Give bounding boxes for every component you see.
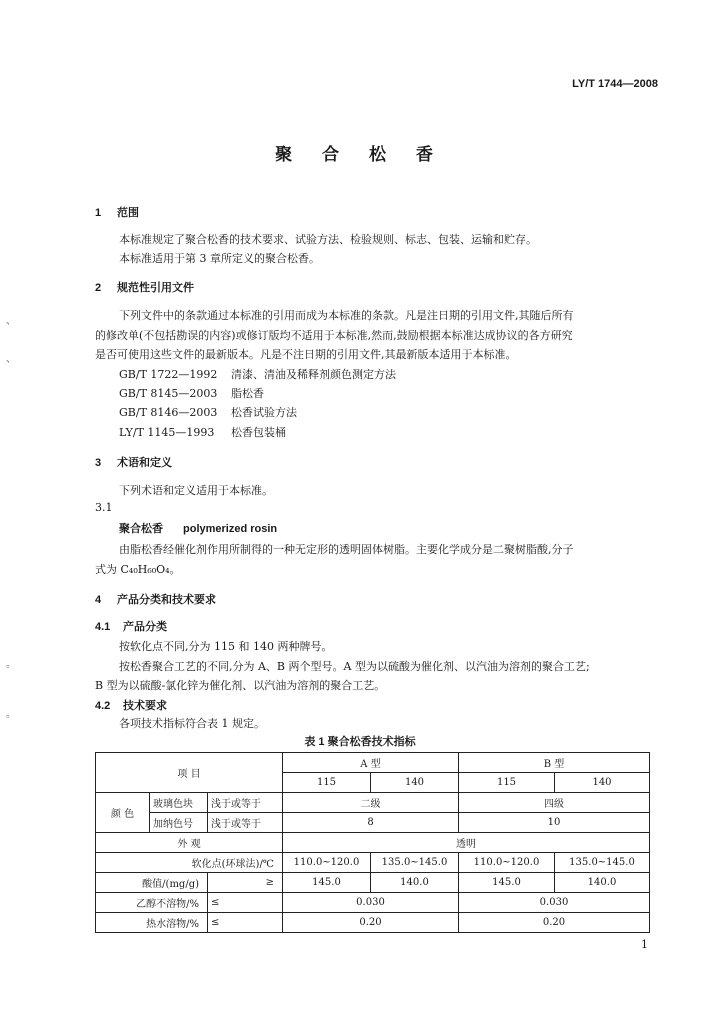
reference-name: 松香试验方法 [231, 406, 297, 419]
row-label: 外 观 [96, 833, 283, 853]
row-label: 加纳色号 [150, 813, 208, 833]
reference-code: LY/T 1145—1993 [119, 426, 215, 439]
table-row [96, 833, 650, 853]
section-2-para-2: 的修改单(不包括勘误的内容)或修订版均不适用于本标准,然而,鼓励根据本标准达成协议的各方研究 [95, 329, 573, 342]
reference-item [119, 404, 297, 420]
grade-cell: 115 [283, 773, 371, 793]
term-definition-2: 式为 C₄₀H₆₀O₄。 [95, 563, 181, 576]
section-2-para-1: 下列文件中的条款通过本标准的引用而成为本标准的条款。凡是注日期的引用文件,其随后所有 [119, 309, 574, 322]
section-4-2-number: 4.2 [95, 700, 111, 712]
row-label: 软化点(环球法)/℃ [96, 853, 283, 873]
reference-name: 松香包装桶 [231, 426, 286, 439]
value-cell: 135.0~145.0 [555, 853, 650, 873]
section-1-number: 1 [95, 207, 102, 219]
reference-name: 清漆、清油及稀释剂颜色测定方法 [231, 368, 396, 381]
section-4-2-heading [95, 697, 167, 713]
reference-code: GB/T 8145—2003 [119, 387, 218, 400]
value-cell: 10 [459, 813, 650, 833]
section-4-1-para-3: B 型为以硫酸-氯化锌为催化剂、以汽油为溶剂的聚合工艺。 [95, 679, 386, 692]
value-cell: 0.030 [459, 893, 650, 913]
standard-number: LY/T 1744—2008 [572, 78, 658, 90]
section-1-line-2: 本标准适用于第 3 章所定义的聚合松香。 [119, 252, 320, 265]
value-cell: 110.0~120.0 [459, 853, 555, 873]
value-cell: 140.0 [555, 873, 650, 893]
section-2-heading [95, 279, 194, 295]
margin-mark: 、 [6, 316, 16, 327]
section-1-line-1: 本标准规定了聚合松香的技术要求、试验方法、检验规则、标志、包装、运输和贮存。 [119, 233, 537, 246]
table-caption: 表 1 聚合松香技术指标 [304, 736, 416, 748]
row-label: 酸值/(mg/g) [96, 873, 208, 893]
section-1-heading [95, 204, 139, 220]
value-cell: 110.0~120.0 [283, 853, 371, 873]
row-label: 乙醇不溶物/% [96, 893, 208, 913]
section-4-1-heading [95, 618, 167, 634]
section-3-intro: 下列术语和定义适用于本标准。 [119, 484, 273, 497]
value-cell: 0.20 [459, 913, 650, 933]
reference-code: GB/T 1722—1992 [119, 368, 218, 381]
color-label: 颜 色 [96, 793, 150, 833]
row-symbol: ≤ [208, 913, 283, 933]
value-cell: 透明 [283, 833, 650, 853]
section-2-title: 规范性引用文件 [117, 282, 194, 294]
grade-cell: 140 [555, 773, 650, 793]
section-4-title: 产品分类和技术要求 [117, 594, 216, 606]
header-item-cell: 项 目 [96, 753, 283, 793]
value-cell: 8 [283, 813, 459, 833]
table-row [96, 893, 650, 913]
section-3-1-number: 3.1 [95, 501, 113, 514]
row-symbol: ≥ [208, 873, 283, 893]
section-4-1-para-1: 按软化点不同,分为 115 和 140 两种牌号。 [119, 640, 333, 653]
table-row [96, 913, 650, 933]
table-row [96, 873, 650, 893]
section-3-number: 3 [95, 457, 102, 469]
row-condition: 浅于或等于 [208, 813, 283, 833]
reference-item [119, 385, 264, 401]
document-title: 聚 合 松 香 [275, 145, 445, 165]
row-label: 热水溶物/% [96, 913, 208, 933]
section-4-1-number: 4.1 [95, 621, 111, 633]
table-row [96, 793, 650, 813]
grade-cell: 140 [371, 773, 459, 793]
section-4-number: 4 [95, 594, 102, 606]
term-definition-1: 由脂松香经催化剂作用所制得的一种无定形的透明固体树脂。主要化学成分是二聚树脂酸,分子 [119, 543, 574, 556]
term-english: polymerized rosin [183, 523, 278, 535]
page-number: 1 [641, 938, 648, 951]
row-label: 玻璃色块 [150, 793, 208, 813]
value-cell: 二级 [283, 793, 459, 813]
term-entry [119, 520, 277, 536]
reference-item [119, 424, 286, 440]
reference-code: GB/T 8146—2003 [119, 406, 218, 419]
term-chinese: 聚合松香 [119, 522, 163, 535]
row-condition: 浅于或等于 [208, 793, 283, 813]
value-cell: 四级 [459, 793, 650, 813]
margin-mark: 、 [6, 354, 16, 365]
header-type-a: A 型 [283, 753, 459, 773]
value-cell: 145.0 [459, 873, 555, 893]
margin-mark: 。 [6, 659, 16, 670]
table-row [96, 853, 650, 873]
grade-cell: 115 [459, 773, 555, 793]
section-4-1-title: 产品分类 [123, 621, 167, 633]
section-1-title: 范围 [117, 207, 139, 219]
value-cell: 0.20 [283, 913, 459, 933]
section-4-1-para-2: 按松香聚合工艺的不同,分为 A、B 两个型号。A 型为以硫酸为催化剂、以汽油为溶剂的聚合工艺; [119, 660, 590, 673]
section-2-para-3: 是否可使用这些文件的最新版本。凡是不注日期的引用文件,其最新版本适用于本标准。 [95, 348, 517, 361]
value-cell: 0.030 [283, 893, 459, 913]
value-cell: 135.0~145.0 [371, 853, 459, 873]
spec-table [95, 752, 650, 933]
table-row [96, 813, 650, 833]
section-4-2-para-1: 各项技术指标符合表 1 规定。 [119, 717, 265, 730]
margin-mark: 。 [6, 709, 16, 720]
value-cell: 140.0 [371, 873, 459, 893]
table-row [96, 753, 650, 773]
value-cell: 145.0 [283, 873, 371, 893]
reference-item [119, 366, 396, 382]
row-symbol: ≤ [208, 893, 283, 913]
section-4-2-title: 技术要求 [123, 700, 167, 712]
section-2-number: 2 [95, 282, 102, 294]
section-3-title: 术语和定义 [117, 457, 172, 469]
reference-name: 脂松香 [231, 387, 264, 400]
section-4-heading [95, 591, 216, 607]
header-type-b: B 型 [459, 753, 650, 773]
section-3-heading [95, 454, 172, 470]
